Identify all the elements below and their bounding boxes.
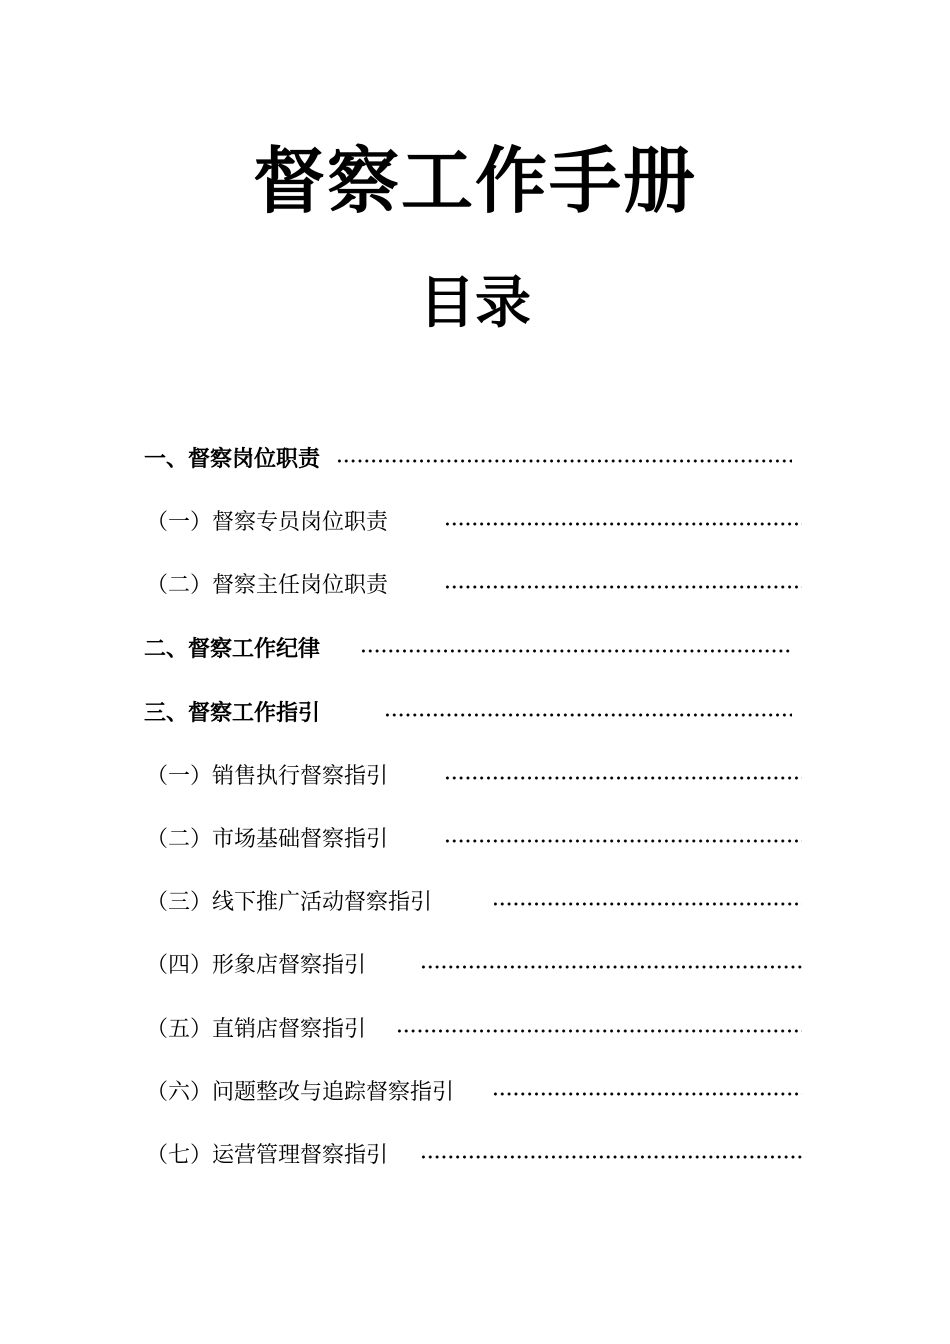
toc-entry-label: （二）督察主任岗位职责 bbox=[146, 573, 389, 598]
toc-dot-leader bbox=[420, 965, 802, 969]
toc-entry-label: 二、督察工作纪律 bbox=[144, 637, 321, 662]
toc-entry[interactable] bbox=[146, 1012, 806, 1048]
toc-dot-leader bbox=[492, 1092, 802, 1096]
toc-dot-leader bbox=[444, 839, 802, 843]
toc-entry[interactable] bbox=[146, 1075, 806, 1111]
toc-entry-label: （四）形象店督察指引 bbox=[146, 953, 367, 978]
toc-entry[interactable] bbox=[144, 442, 794, 478]
toc-entry[interactable] bbox=[146, 885, 806, 921]
toc-dot-leader bbox=[420, 1155, 802, 1159]
toc-entry[interactable] bbox=[146, 759, 806, 795]
document-title: 督察工作手册 bbox=[252, 139, 697, 223]
toc-entry[interactable] bbox=[144, 696, 794, 732]
toc-dot-leader bbox=[444, 522, 802, 526]
toc-dot-leader bbox=[444, 776, 802, 780]
toc-heading: 目录 bbox=[419, 271, 531, 336]
toc-dot-leader bbox=[384, 713, 792, 717]
toc-dot-leader bbox=[492, 902, 802, 906]
toc-dot-leader bbox=[444, 585, 802, 589]
toc-entry[interactable] bbox=[146, 505, 806, 541]
toc-dot-leader bbox=[396, 1029, 802, 1033]
toc-entry-label: 一、督察岗位职责 bbox=[144, 447, 321, 472]
toc-entry-label: （五）直销店督察指引 bbox=[146, 1017, 367, 1042]
toc-entry[interactable] bbox=[146, 948, 806, 984]
toc-entry[interactable] bbox=[146, 822, 806, 858]
toc-entry-label: （二）市场基础督察指引 bbox=[146, 827, 389, 852]
toc-entry-label: （一）督察专员岗位职责 bbox=[146, 510, 389, 535]
toc-entry-label: （三）线下推广活动督察指引 bbox=[146, 890, 433, 915]
toc-entry[interactable] bbox=[146, 568, 806, 604]
toc-entry-label: （一）销售执行督察指引 bbox=[146, 764, 389, 789]
toc-dot-leader bbox=[336, 459, 792, 463]
toc-entry-label: 三、督察工作指引 bbox=[144, 701, 321, 726]
toc-entry[interactable] bbox=[144, 632, 794, 668]
toc-entry-label: （六）问题整改与追踪督察指引 bbox=[146, 1080, 455, 1105]
toc-entry-label: （七）运营管理督察指引 bbox=[146, 1143, 389, 1168]
toc-entry[interactable] bbox=[146, 1138, 806, 1174]
toc-dot-leader bbox=[360, 649, 792, 653]
